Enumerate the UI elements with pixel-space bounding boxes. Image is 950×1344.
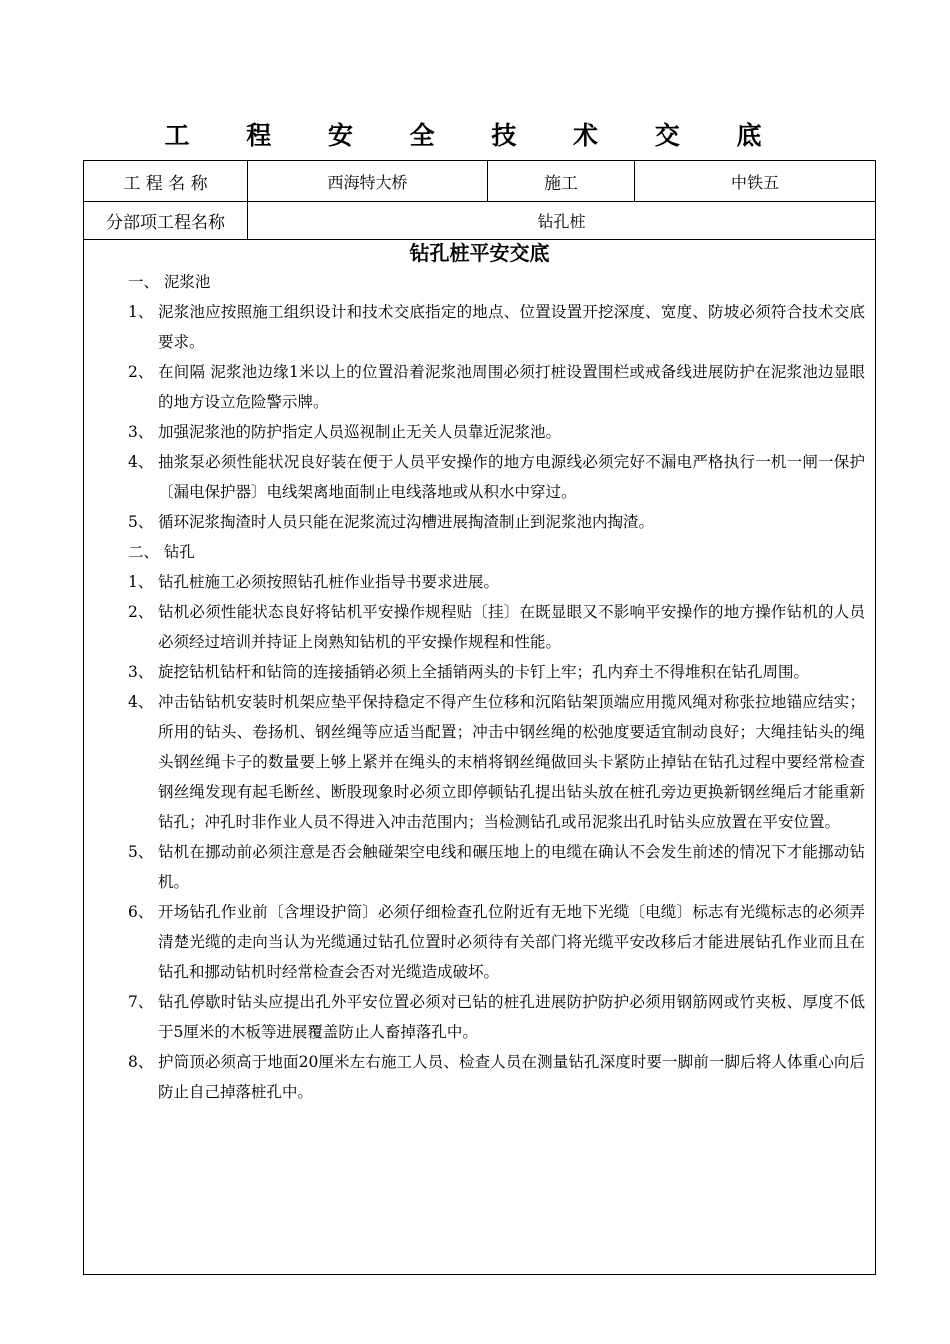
item-number: 2、 xyxy=(128,363,154,381)
disclosure-form xyxy=(83,160,876,1275)
item-text: 钻机必须性能状态良好将钻机平安操作规程贴〔挂〕在既显眼又不影响平安操作的地方操作钻机的人员必须经过培训并持证上岗熟知钻机的平安操作规程和性能。 xyxy=(158,603,865,651)
subproject-value: 钻孔桩 xyxy=(537,211,586,231)
item-text: 钻机在挪动前必须注意是否会触碰架空电线和碾压地上的电缆在确认不会发生前述的情况下才能挪动钻机。 xyxy=(158,843,865,891)
list-item xyxy=(84,987,875,1047)
item-number: 2、 xyxy=(128,603,154,621)
list-item xyxy=(84,1047,875,1107)
item-text: 循环泥浆掏渣时人员只能在泥浆流过沟槽进展掏渣制止到泥浆池内掏渣。 xyxy=(158,513,655,531)
subproject-label: 分部项工程名称 xyxy=(84,201,248,239)
list-item xyxy=(84,897,875,987)
list-item xyxy=(84,357,875,417)
item-text: 开场钻孔作业前〔含埋设护筒〕必须仔细检查孔位附近有无地下光缆〔电缆〕标志有光缆标志的必须弄清楚光缆的走向当认为光缆通过钻孔位置时必须待有关部门将光缆平安改移后才能进展钻孔作业而且在钻孔和挪动钻机时经常检查会否对光缆造成破坏。 xyxy=(158,903,865,981)
section-heading: 二、 钻孔 xyxy=(128,543,195,561)
item-number: 7、 xyxy=(128,993,154,1011)
item-text: 冲击钻钻机安装时机架应垫平保持稳定不得产生位移和沉陷钻架顶端应用揽风绳对称张拉地锚应结实；所用的钻头、卷扬机、钢丝绳等应适当配置；冲击中钢丝绳的松弛度要适宜制动良好；大绳挂钻头的绳头钢丝绳卡子的数量要上够上紧并在绳头的末梢将钢丝绳做回头卡紧防止掉钻在钻孔过程中要经常检查钢丝绳发现有起毛断丝、断股现象时必须立即停顿钻孔提出钻头放在桩孔旁边更换新钢丝绳后才能重新钻孔；冲孔时非作业人员不得进入冲击范围内；当检测钻孔或吊泥浆出孔时钻头应放置在平安位置。 xyxy=(158,693,865,831)
item-text: 泥浆池应按照施工组织设计和技术交底指定的地点、位置设置开挖深度、宽度、防坡必须符合技术交底要求。 xyxy=(158,303,865,351)
item-number: 6、 xyxy=(128,903,154,921)
item-number: 4、 xyxy=(128,453,154,471)
subproject-row xyxy=(84,201,875,240)
list-item xyxy=(84,597,875,657)
item-number: 8、 xyxy=(128,1053,154,1071)
section-heading: 一、 泥浆池 xyxy=(128,273,211,291)
item-text: 抽浆泵必须性能状况良好装在便于人员平安操作的地方电源线必须完好不漏电严格执行一机一闸一保护〔漏电保护器〕电线架离地面制止电线落地或从积水中穿过。 xyxy=(158,453,865,501)
item-number: 4、 xyxy=(128,693,154,711)
construction-value: 中铁五 xyxy=(730,172,779,192)
list-item xyxy=(84,687,875,837)
item-text: 钻孔桩施工必须按照钻孔桩作业指导书要求进展。 xyxy=(158,573,500,591)
list-item xyxy=(84,507,875,537)
list-item xyxy=(84,567,875,597)
item-text: 在间隔 泥浆池边缘1米以上的位置沿着泥浆池周围必须打桩设置围栏或戒备线进展防护在泥浆池边显眼的地方设立危险警示牌。 xyxy=(158,363,865,411)
page-title: 工 程 安 全 技 术 交 底 xyxy=(164,121,786,150)
item-number: 5、 xyxy=(128,513,154,531)
list-item xyxy=(84,447,875,507)
item-text: 旋挖钻机钻杆和钻筒的连接插销必须上全插销两头的卡钉上牢；孔内弃土不得堆积在钻孔周围。 xyxy=(158,663,810,681)
project-label: 工 程 名 称 xyxy=(84,161,248,201)
item-text: 加强泥浆池的防护指定人员巡视制止无关人员靠近泥浆池。 xyxy=(158,423,562,441)
item-number: 3、 xyxy=(128,423,154,441)
project-row xyxy=(84,161,875,202)
list-item xyxy=(84,837,875,897)
item-number: 1、 xyxy=(128,573,154,591)
construction-label: 施工 xyxy=(488,161,635,201)
item-number: 3、 xyxy=(128,663,154,681)
document-title: 钻孔桩平安交底 xyxy=(409,241,550,265)
sections-container xyxy=(84,267,875,1107)
list-item xyxy=(84,417,875,447)
list-item xyxy=(84,297,875,357)
item-number: 1、 xyxy=(128,303,154,321)
item-number: 5、 xyxy=(128,843,154,861)
project-value: 西海特大桥 xyxy=(248,161,488,201)
list-item xyxy=(84,657,875,687)
content-area xyxy=(84,239,875,1107)
item-text: 护筒顶必须高于地面20厘米左右施工人员、检查人员在测量钻孔深度时要一脚前一脚后将人体重心向后防止自己掉落桩孔中。 xyxy=(158,1053,865,1101)
item-text: 钻孔停歇时钻头应提出孔外平安位置必须对已钻的桩孔进展防护防护必须用钢筋网或竹夹板、厚度不低于5厘米的木板等进展覆盖防止人畜掉落孔中。 xyxy=(158,993,865,1041)
